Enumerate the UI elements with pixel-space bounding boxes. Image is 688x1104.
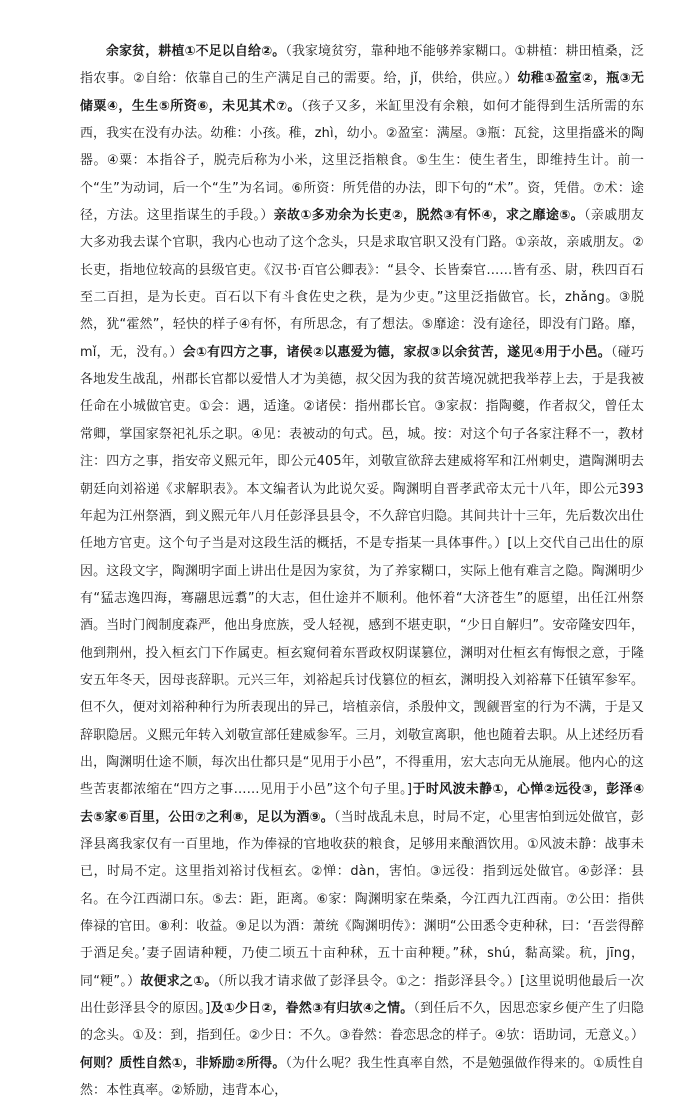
annotated-text-paragraph <box>80 38 644 1104</box>
original-text-segment: 故便求之①。 <box>140 973 218 989</box>
original-text-segment: 会①有四方之事，诸侯②以惠爱为德，家叔③以余贫苦，遂见④用于小邑。 <box>182 344 611 360</box>
original-text-segment: 幼稚①盈室②，瓶③无储粟④，生生⑤所资⑥，未见其术⑦。 <box>80 71 644 114</box>
original-text-segment: 亲故①多劝余为长吏②，脱然③有怀④，求之靡途⑤。 <box>273 208 585 224</box>
annotation-segment: （孩子又多，米缸里没有余粮，如何才能得到生活所需的东西，我实在没有办法。幼稚：小孩。稚，zhì，幼小。②盈室：满屋。③瓶：瓦瓮，这里指盛米的陶器。④粟：本指谷子，脱壳后称为小米，这里泛指粮食。⑤生生：使生者生，即维持生计。前一个“生”为动词，后一个“生”为名词。⑥所资：所凭借的办法，即下句的“术”。资，凭借。⑦术：途径，方法。这里指谋生的手段。） <box>80 98 645 224</box>
original-text-segment: 及①少日②，眷然③有归欤④之情。 <box>210 1001 414 1017</box>
annotation-segment: （到任后不久，因思恋家乡便产生了归隐的念头。①及：到，指到任。②少日：不久。③眷然：眷恋思念的样子。④欤：语助词，无意义。） <box>80 1001 645 1044</box>
annotation-segment: （碰巧各地发生战乱，州郡长官都以爱惜人才为美德，叔父因为我的贫苦境况就把我举荐上去，于是我被任命在小城做官吏。①会：遇，适逢。②诸侯：指州郡长官。③家叔：指陶夔，作者叔父，曾任太常卿，掌国家祭祀礼乐之职。④见：表被动的句式。邑，城。按：对这个句子各家注释不一，教材注：四方之事，指安帝义熙元年，即公元405年，刘敬宣欲辞去建威将军和江州刺史，遣陶渊明去朝廷向刘裕递《求解职表》。本文编者认为此说欠妥。陶渊明自晋孝武帝太元十八年，即公元393年起为江州祭酒，到义熙元年八月任彭泽县县令，不久辞官归隐。其间共计十三年，先后数次出仕任地方官吏。这个句子当是对这段生活的概括，不是专指某一具体事件。）[以上交代自己出仕的原因。这段文字，陶渊明字面上讲出仕是因为家贫，为了养家糊口，实际上他有难言之隐。陶渊明少有“猛志逸四海，骞翮思远翥”的大志，但仕途并不顺利。他怀着“大济苍生”的愿望，出任江州祭酒。当时门阀制度森严，他出身庶族，受人轻视，感到不堪吏职，“少日自解归”。安帝隆安四年，他到荆州，投入桓玄门下作属吏。桓玄窥伺着东晋政权阴谋篡位，渊明对仕桓玄有悔恨之意，于隆安五年冬天，因母丧辞职。元兴三年，刘裕起兵讨伐篡位的桓玄，渊明投入刘裕幕下任镇军参军。但不久，便对刘裕种种行为所表现出的异己，培植亲信，杀殷仲文，觊觎晋室的行为不满，于是又辞职隐居。义熙元年转入刘敬宣部任建威参军。三月，刘敬宣离职，他也随着去职。从上述经历看出，陶渊明仕途不顺，每次出仕都只是“见用于小邑”，不得重用，宏大志向无从施展。他内心的这些苦衷都浓缩在“四方之事……见用于小邑”这个句子里。] <box>80 344 645 798</box>
original-text-segment: 余家贫，耕植①不足以自给②。 <box>106 44 286 59</box>
annotation-segment: （我家境贫穷，靠种地不能够养家糊口。①耕植：耕田植桑，泛指农事。②自给：依靠自己的生产满足自己的需要。给，jǐ，供给，供应。） <box>80 44 644 87</box>
annotation-segment: （为什么呢？我生性真率自然，不是勉强做作得来的。①质性自然：本性真率。②矫励，违背本心， <box>80 1055 644 1099</box>
annotation-segment: （所以我才请求做了彭泽县令。①之：指彭泽县令。）[这里说明他最后一次出仕彭泽县令的原因。] <box>80 973 644 1017</box>
original-text-segment: 于时风波未静①，心惮②远役③，彭泽④去⑤家⑥百里，公田⑦之利⑧，足以为酒⑨。 <box>80 782 645 825</box>
original-text-segment: 何则？质性自然①，非矫励②所得。 <box>80 1055 286 1071</box>
annotation-segment: （亲戚朋友大多劝我去谋个官职，我内心也动了这个念头，只是求取官职又没有门路。①亲故，亲戚朋友。②长吏，指地位较高的县级官吏。《汉书·百官公卿表》：“县令、长皆秦官……皆有丞、尉，秩四百石至二百担，是为长吏。百石以下有斗食佐史之秩，是为少吏。”这里泛指做官。长，zhǎng。③脱然，犹“霍然”，轻快的样子④有怀，有所思念，有了想法。⑤靡途：没有途径，即没有门路。靡，mǐ，无，没有。） <box>80 208 644 360</box>
annotation-segment: （当时战乱未息，时局不定，心里害怕到远处做官，彭泽县离我家仅有一百里地，作为俸禄的官地收获的粮食，足够用来酿酒饮用。①风波未静：战事未已，时局不定。这里指刘裕讨伐桓玄。②惮：dàn，害怕。③远役：指到远处做官。④彭泽：县名。在今江西湖口东。⑤去：距，距离。⑥家：陶渊明家在柴桑，今江西九江西南。⑦公田：指供俸禄的官田。⑧利：收益。⑨足以为酒：萧统《陶渊明传》：渊明“公田悉令吏种秫，曰：‘吾尝得醉于酒足矣。’妻子固请种粳，乃使二顷五十亩种秫，五十亩种粳。”秫，shú，黏高粱。秔，jīng，同“粳”。） <box>80 809 644 989</box>
